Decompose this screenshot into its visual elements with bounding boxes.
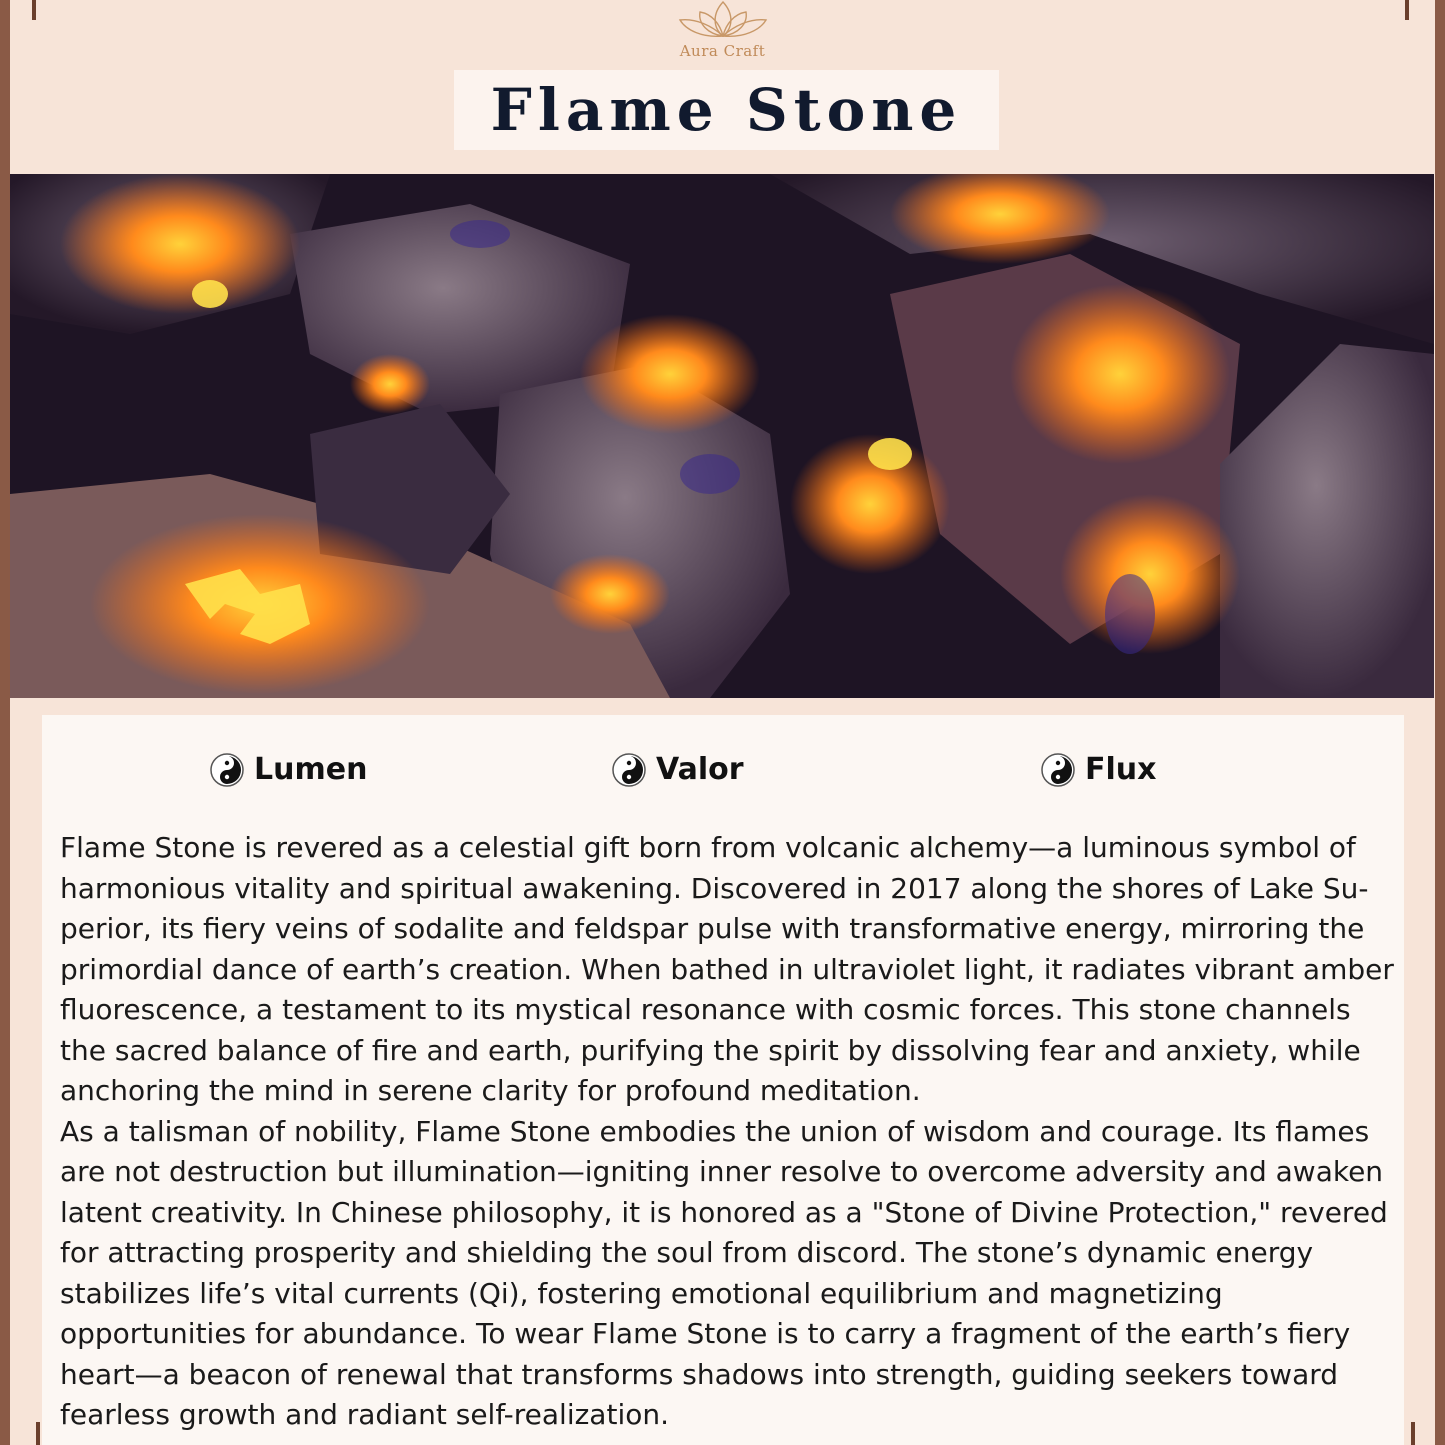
description-paragraph-2: As a talisman of nobility, Flame Stone embodies the union of wisdom and courage. Its flames are not destruction but illumination—igniting inner resolve to overcome adversity and awaken latent creativity. In Chinese philosophy, it is honored as a "Stone of Divine Protection," revered for attracting prosperity and shielding the soul from discord. The stone’s dynamic energy stabilizes life’s vital currents (Qi), fostering emotional equilibrium and magnetizing opportunities for abundance. To wear Flame Stone is to carry a fragment of the earth’s fiery heart—a beacon of renewal that transforms shadows into strength, guiding seekers toward fearless growth and radiant self-realization. [60,1114,1388,1431]
page-title: Flame Stone [490,76,963,144]
yin-yang-icon [612,753,646,787]
keyword-lumen [210,752,367,787]
corner-tick [1405,0,1409,20]
corner-tick [36,1422,40,1445]
keyword-flux [1041,752,1156,787]
keyword-label: Valor [656,752,744,787]
brand-logo [660,0,785,66]
title-box [454,70,999,150]
corner-tick [32,0,36,20]
yin-yang-icon [1041,753,1075,787]
hero-image [10,174,1434,698]
frame-left-border [0,0,10,1445]
keyword-label: Lumen [254,752,368,787]
description-paragraph-1: Flame Stone is revered as a celestial gift born from volcanic alchemy—a luminous symbol of harmonious vitality and spiritual awakening. Discovered in 2017 along the shores of Lake Superior, its fiery veins of sodalite and feldspar pulse with transformative energy, mirroring the primordial dance of earth’s creation. When bathed in ultraviolet light, it radiates vibrant amber fluorescence, a testament to its mystical resonance with cosmic forces. This stone channels the sacred balance of fire and earth, purifying the spirit by dissolving fear and anxiety, while anchoring the mind in serene clarity for profound meditation. [60,831,1394,1107]
corner-tick [1411,1422,1415,1445]
description [60,828,1400,1436]
frame-right-border [1435,0,1445,1445]
yin-yang-icon [210,753,244,787]
lotus-icon [668,0,778,40]
brand-name: Aura Craft [679,42,766,60]
keyword-valor [612,752,744,787]
keyword-label: Flux [1085,752,1157,787]
